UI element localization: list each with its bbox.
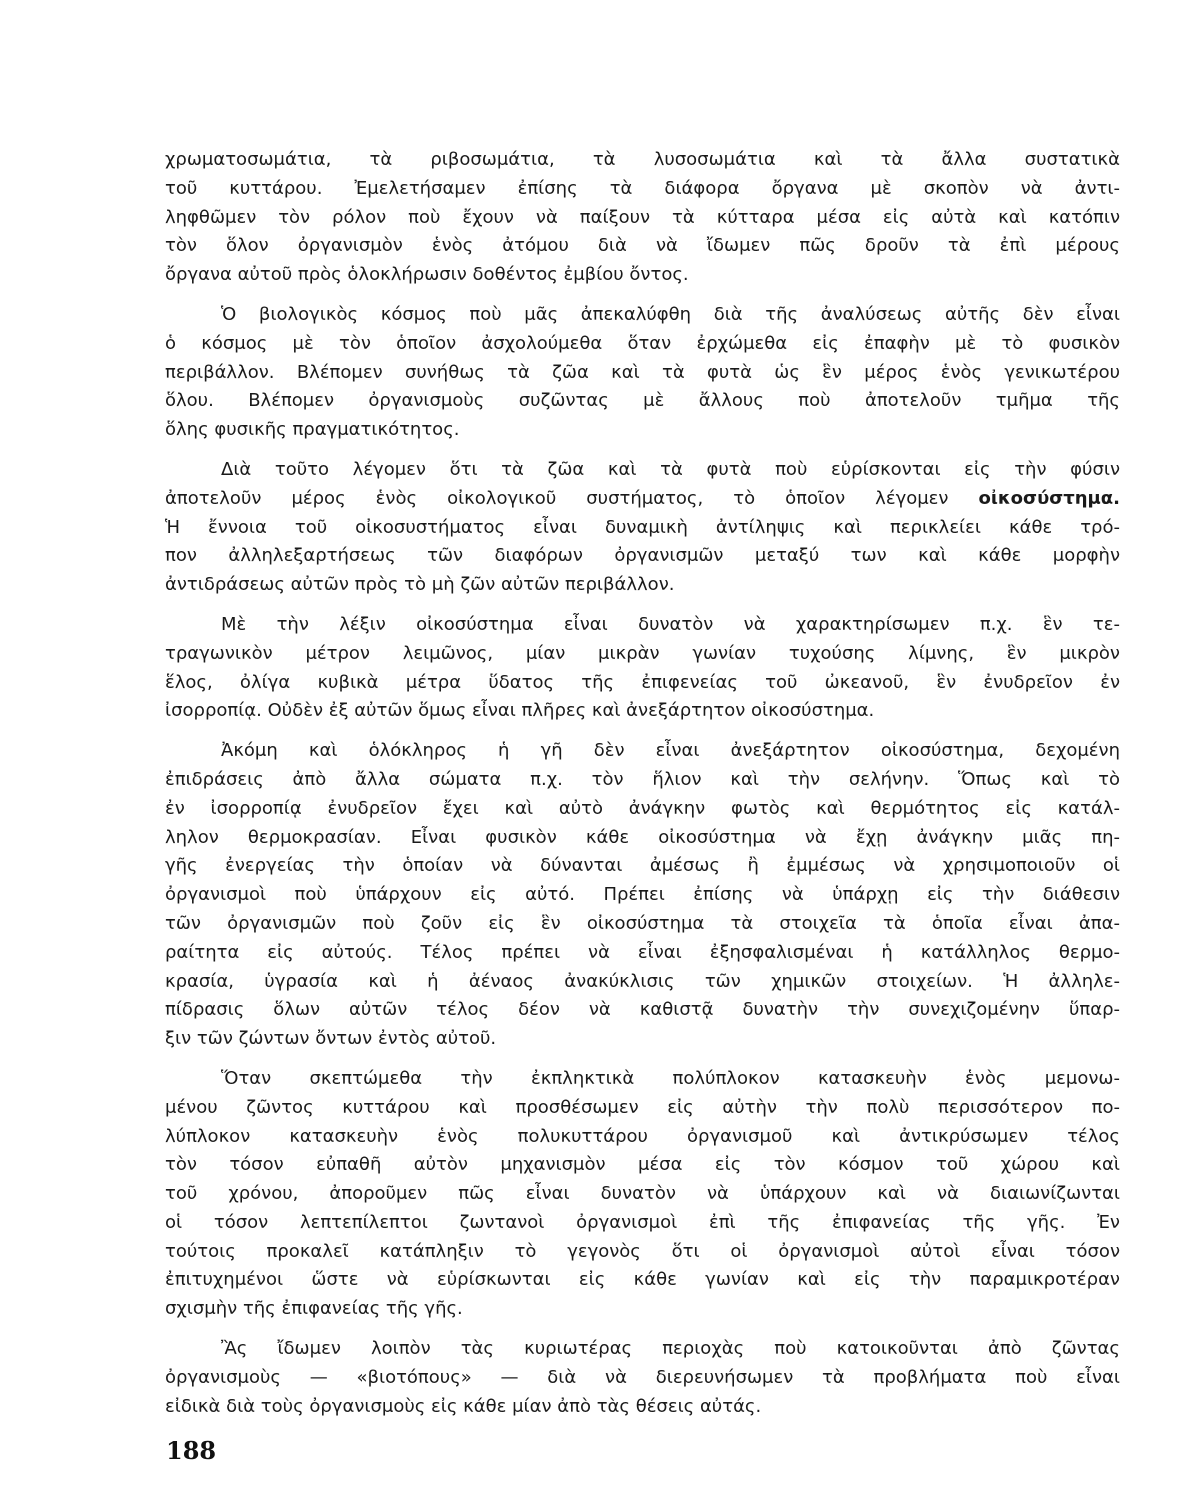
text-line: τοῦ κυττάρου. Ἐμελετήσαμεν ἐπίσης τὰ διάφορα ὄργανα μὲ σκοπὸν νὰ ἀντι- [165, 177, 1120, 199]
text-line [165, 485, 1120, 514]
text-line: μένου ζῶντος κυττάρου καὶ προσθέσωμεν εἰς αὐτὴν τὴν πολὺ περισσότερον πο- [165, 1096, 1120, 1118]
paragraph [165, 301, 1120, 445]
text-line: πον ἀλληλεξαρτήσεως τῶν διαφόρων ὀργανισμῶν μεταξύ των καὶ κάθε μορφὴν [165, 545, 1120, 567]
text-line: ἀντιδράσεως αὐτῶν πρὸς τὸ μὴ ζῶν αὐτῶν περιβάλλον. [165, 574, 675, 596]
text-line: Ὁ βιολογικὸς κόσμος ποὺ μᾶς ἀπεκαλύφθη διὰ τῆς ἀναλύσεως αὐτῆς δὲν εἶναι [221, 303, 1120, 325]
text-line: τὸν ὅλον ὀργανισμὸν ἑνὸς ἀτόμου διὰ νὰ ἴδωμεν πῶς δροῦν τὰ ἐπὶ μέρους [165, 235, 1120, 257]
text-line: Διὰ τοῦτο λέγομεν ὅτι τὰ ζῶα καὶ τὰ φυτὰ ποὺ εὑρίσκονται εἰς τὴν φύσιν [221, 458, 1120, 480]
text-line: τραγωνικὸν μέτρον λειμῶνος, μίαν μικρὰν γωνίαν τυχούσης λίμνης, ἓν μικρὸν [165, 642, 1120, 664]
text-line: ὅλου. Βλέπομεν ὀργανισμοὺς συζῶντας μὲ ἄλλους ποὺ ἀποτελοῦν τμῆμα τῆς [165, 390, 1120, 412]
text-line: τῶν ὀργανισμῶν ποὺ ζοῦν εἰς ἓν οἰκοσύστημα τὰ στοιχεῖα τὰ ὁποῖα εἶναι ἀπα- [165, 912, 1120, 934]
text-line: ἐπιδράσεις ἀπὸ ἄλλα σώματα π.χ. τὸν ἥλιον καὶ τὴν σελήνην. Ὅπως καὶ τὸ [165, 768, 1120, 790]
text-line: ληφθῶμεν τὸν ρόλον ποὺ ἔχουν νὰ παίξουν τὰ κύτταρα μέσα εἰς αὐτὰ καὶ κατόπιν [165, 206, 1120, 228]
text-line: Ἂς ἴδωμεν λοιπὸν τὰς κυριωτέρας περιοχὰς ποὺ κατοικοῦνται ἀπὸ ζῶντας [221, 1338, 1120, 1360]
text-line: Ὅταν σκεπτώμεθα τὴν ἐκπληκτικὰ πολύπλοκον κατασκευὴν ἑνὸς μεμονω- [221, 1067, 1120, 1089]
body-text [165, 146, 1120, 1432]
text-line: ἐν ἰσορροπίᾳ ἐνυδρεῖον ἔχει καὶ αὐτὸ ἀνάγκην φωτὸς καὶ θερμότητος εἰς κατάλ- [165, 797, 1120, 819]
paragraph [165, 1065, 1120, 1324]
text-line: ὁ κόσμος μὲ τὸν ὁποῖον ἀσχολούμεθα ὅταν ἐρχώμεθα εἰς ἐπαφὴν μὲ τὸ φυσικὸν [165, 332, 1120, 354]
text-segment: ἀποτελοῦν μέρος ἑνὸς οἰκολογικοῦ συστήματος, τὸ ὁποῖον λέγομεν [165, 487, 979, 509]
text-line: ὀργανισμοὶ ποὺ ὑπάρχουν εἰς αὐτό. Πρέπει ἐπίσης νὰ ὑπάρχῃ εἰς τὴν διάθεσιν [165, 884, 1120, 906]
text-line: τοῦ χρόνου, ἀποροῦμεν πῶς εἶναι δυνατὸν νὰ ὑπάρχουν καὶ νὰ διαιωνίζωνται [165, 1183, 1120, 1205]
text-line: ξιν τῶν ζώντων ὄντων ἐντὸς αὐτοῦ. [165, 1028, 497, 1050]
text-line: τὸν τόσον εὐπαθῆ αὐτὸν μηχανισμὸν μέσα εἰς τὸν κόσμον τοῦ χώρου καὶ [165, 1154, 1120, 1176]
text-line: εἰδικὰ διὰ τοὺς ὀργανισμοὺς εἰς κάθε μίαν ἀπὸ τὰς θέσεις αὐτάς. [165, 1395, 762, 1417]
text-line: ὅλης φυσικῆς πραγματικότητος. [165, 419, 460, 441]
text-line: τούτοις προκαλεῖ κατάπληξιν τὸ γεγονὸς ὅτι οἱ ὀργανισμοὶ αὐτοὶ εἶναι τόσον [165, 1240, 1120, 1262]
paragraph [165, 456, 1120, 600]
text-line: πίδρασις ὅλων αὐτῶν τέλος δέον νὰ καθιστᾷ δυνατὴν τὴν συνεχιζομένην ὕπαρ- [165, 999, 1120, 1021]
paragraph [165, 737, 1120, 1054]
text-line: κρασία, ὑγρασία καὶ ἡ ἀέναος ἀνακύκλισις τῶν χημικῶν στοιχείων. Ἡ ἀλληλε- [165, 970, 1120, 992]
text-line: χρωματοσωμάτια, τὰ ριβοσωμάτια, τὰ λυσοσωμάτια καὶ τὰ ἄλλα συστατικὰ [165, 149, 1120, 170]
text-line: γῆς ἐνεργείας τὴν ὁποίαν νὰ δύνανται ἀμέσως ἢ ἐμμέσως νὰ χρησιμοποιοῦν οἱ [165, 855, 1120, 877]
text-line: ὄργανα αὐτοῦ πρὸς ὁλοκλήρωσιν δοθέντος ἐμβίου ὄντος. [165, 264, 689, 286]
text-line: ἰσορροπίᾳ. Οὐδὲν ἐξ αὐτῶν ὅμως εἶναι πλῆρες καὶ ἀνεξάρτητον οἰκοσύστημα. [165, 700, 875, 722]
text-line: σχισμὴν τῆς ἐπιφανείας τῆς γῆς. [165, 1298, 463, 1320]
text-line: ἐπιτυχημένοι ὥστε νὰ εὑρίσκωνται εἰς κάθε γωνίαν καὶ εἰς τὴν παραμικροτέραν [165, 1269, 1120, 1291]
text-line: ὀργανισμοὺς — «βιοτόπους» — διὰ νὰ διερευνήσωμεν τὰ προβλήματα ποὺ εἶναι [165, 1366, 1120, 1388]
text-line: ληλον θερμοκρασίαν. Εἶναι φυσικὸν κάθε οἰκοσύστημα νὰ ἔχῃ ἀνάγκην μιᾶς πη- [165, 826, 1120, 848]
paragraph [165, 146, 1120, 290]
paragraph [165, 611, 1120, 726]
text-line: οἱ τόσον λεπτεπίλεπτοι ζωντανοὶ ὀργανισμοὶ ἐπὶ τῆς ἐπιφανείας τῆς γῆς. Ἐν [165, 1211, 1120, 1233]
text-line: λύπλοκον κατασκευὴν ἑνὸς πολυκυττάρου ὀργανισμοῦ καὶ ἀντικρύσωμεν τέλος [165, 1125, 1120, 1147]
text-line: ραίτητα εἰς αὐτούς. Τέλος πρέπει νὰ εἶναι ἐξησφαλισμέναι ἡ κατάλληλος θερμο- [165, 941, 1120, 963]
bold-term: οἰκοσύστημα. [978, 487, 1120, 509]
paragraph [165, 1335, 1120, 1421]
text-line: Μὲ τὴν λέξιν οἰκοσύστημα εἶναι δυνατὸν νὰ χαρακτηρίσωμεν π.χ. ἓν τε- [221, 613, 1120, 635]
text-line: ἕλος, ὀλίγα κυβικὰ μέτρα ὕδατος τῆς ἐπιφενείας τοῦ ὠκεανοῦ, ἓν ἐνυδρεῖον ἐν [165, 671, 1120, 693]
text-line: Ἀκόμη καὶ ὁλόκληρος ἡ γῆ δὲν εἶναι ἀνεξάρτητον οἰκοσύστημα, δεχομένη [221, 740, 1120, 762]
text-line: Ἡ ἔννοια τοῦ οἰκοσυστήματος εἶναι δυναμικὴ ἀντίληψις καὶ περικλείει κάθε τρό- [165, 516, 1120, 538]
text-line: περιβάλλον. Βλέπομεν συνήθως τὰ ζῶα καὶ τὰ φυτὰ ὡς ἓν μέρος ἑνὸς γενικωτέρου [165, 361, 1120, 383]
page-number: 188 [166, 1436, 217, 1465]
